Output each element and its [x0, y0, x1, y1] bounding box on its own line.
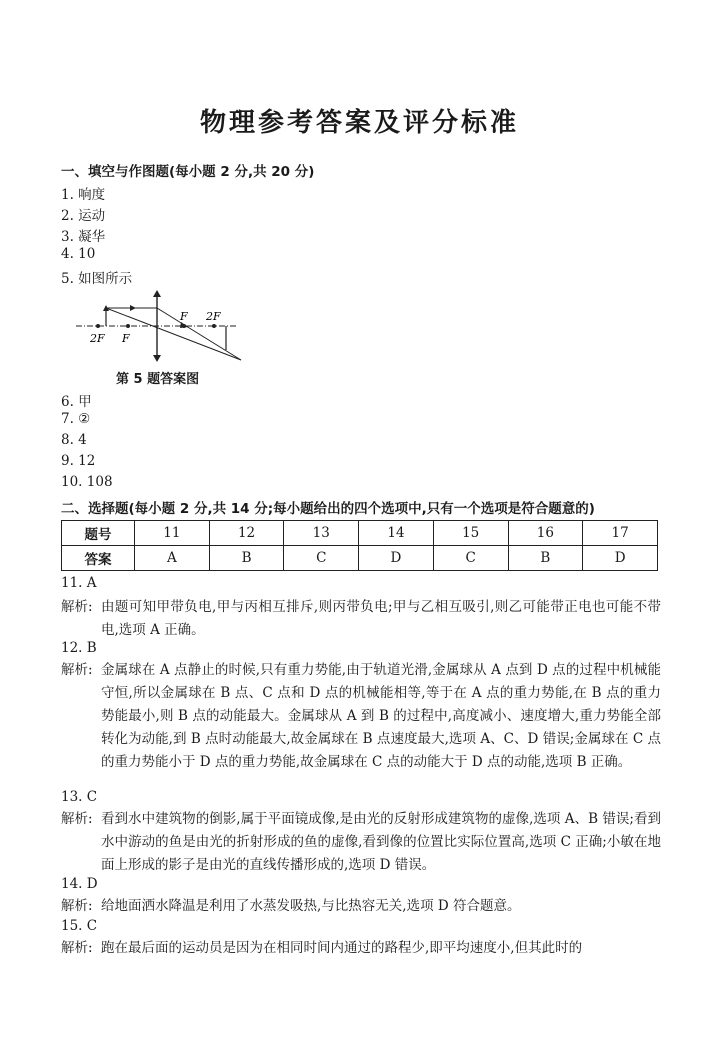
answer-3: 3. 凝华 [61, 229, 106, 245]
explanation-text: 跑在最后面的运动员是因为在相同时间内通过的路程少,即平均速度小,但其此时的 [101, 940, 583, 956]
lens-ray-diagram [76, 288, 256, 368]
table-cell: B [508, 546, 583, 571]
table-cell: 12 [209, 521, 284, 546]
answer-13: 13. C [61, 789, 98, 805]
answer-14: 14. D [61, 876, 98, 892]
explanation-11 [61, 596, 661, 642]
answer-15: 15. C [61, 918, 98, 934]
label-2f-right: 2F [206, 310, 221, 323]
answer-1: 1. 响度 [61, 187, 106, 203]
table-header-answer: 答案 [62, 546, 135, 571]
answer-10: 10. 108 [61, 474, 113, 490]
table-cell: 13 [284, 521, 359, 546]
answer-2: 2. 运动 [61, 208, 106, 224]
explanation-15 [61, 937, 661, 960]
table-cell: 15 [433, 521, 508, 546]
lens-top-arrow-icon [153, 290, 161, 297]
answer-4: 4. 10 [61, 246, 96, 262]
page-title: 物理参考答案及评分标准 [199, 108, 519, 138]
explanation-label: 解析: [61, 662, 93, 678]
answer-9: 9. 12 [61, 453, 96, 469]
explanation-label: 解析: [61, 898, 93, 914]
figure-caption: 第 5 题答案图 [116, 372, 200, 387]
table-cell: 16 [508, 521, 583, 546]
section1-heading: 一、填空与作图题(每小题 2 分,共 20 分) [61, 164, 315, 180]
explanation-13 [61, 808, 661, 877]
table-cell: 17 [583, 521, 658, 546]
answer-5: 5. 如图所示 [61, 271, 133, 287]
table-header-number: 题号 [62, 521, 135, 546]
explanation-text: 由题可知甲带负电,甲与丙相互排斥,则丙带负电;甲与乙相互吸引,则乙可能带正电也可能不带电,选项 A 正确。 [101, 599, 661, 638]
table-cell: C [284, 546, 359, 571]
table-cell: B [209, 546, 284, 571]
label-f-right: F [180, 310, 188, 323]
focal-point-2f-right [212, 324, 216, 328]
table-cell: 11 [135, 521, 210, 546]
table-cell: D [583, 546, 658, 571]
table-cell: C [433, 546, 508, 571]
explanation-label: 解析: [61, 811, 93, 827]
answer-6: 6. 甲 [61, 394, 92, 410]
ray-arrow-icon [130, 305, 136, 311]
label-f-left: F [122, 332, 130, 345]
answer-11: 11. A [61, 575, 97, 591]
answer-table [61, 520, 658, 571]
explanation-text: 金属球在 A 点静止的时候,只有重力势能,由于轨道光滑,金属球从 A 点到 D 点的过程中机械能守恒,所以金属球在 B 点、C 点和 D 点的机械能相等,等于在 A 点的重力势能,在 B 点的重力势能最小,则 B 点的动能最大。金属球从 A 到 B 的过程中,高度减小、速度增大,重力势能全部转化为动能,到 B 点时动能最大,故金属球在 B 点速度最大,选项 A、C、D 错误;金属球在 C 点的重力势能小于 D 点的重力势能,故金属球在 C 点的动能大于 D 点的动能,选项 B 正确。 [101, 662, 661, 770]
explanation-label: 解析: [61, 940, 93, 956]
answer-7: 7. ② [61, 411, 91, 427]
table-cell: D [359, 546, 434, 571]
table-cell: A [135, 546, 210, 571]
table-row-numbers [62, 521, 658, 546]
lens-bottom-arrow-icon [153, 355, 161, 362]
section2-heading: 二、选择题(每小题 2 分,共 14 分;每小题给出的四个选项中,只有一个选项是符合题意的) [61, 501, 595, 517]
explanation-label: 解析: [61, 599, 93, 615]
answer-8: 8. 4 [61, 432, 87, 448]
focal-point-2f-left [96, 324, 100, 328]
table-row-answers [62, 546, 658, 571]
focal-point-f-left [126, 324, 130, 328]
answer-12: 12. B [61, 640, 97, 656]
focal-point-f-right [182, 324, 186, 328]
label-2f-left: 2F [90, 332, 105, 345]
refracted-ray [157, 308, 241, 360]
explanation-12 [61, 659, 661, 774]
explanation-text: 看到水中建筑物的倒影,属于平面镜成像,是由光的反射形成建筑物的虚像,选项 A、B 错误;看到水中游动的鱼是由光的折射形成的鱼的虚像,看到像的位置比实际位置高,选项 C 正确;小敏在地面上形成的影子是由光的直线传播形成的,选项 D 错误。 [101, 811, 661, 873]
explanation-14 [61, 895, 661, 918]
table-cell: 14 [359, 521, 434, 546]
explanation-text: 给地面洒水降温是利用了水蒸发吸热,与比热容无关,选项 D 符合题意。 [101, 898, 521, 914]
